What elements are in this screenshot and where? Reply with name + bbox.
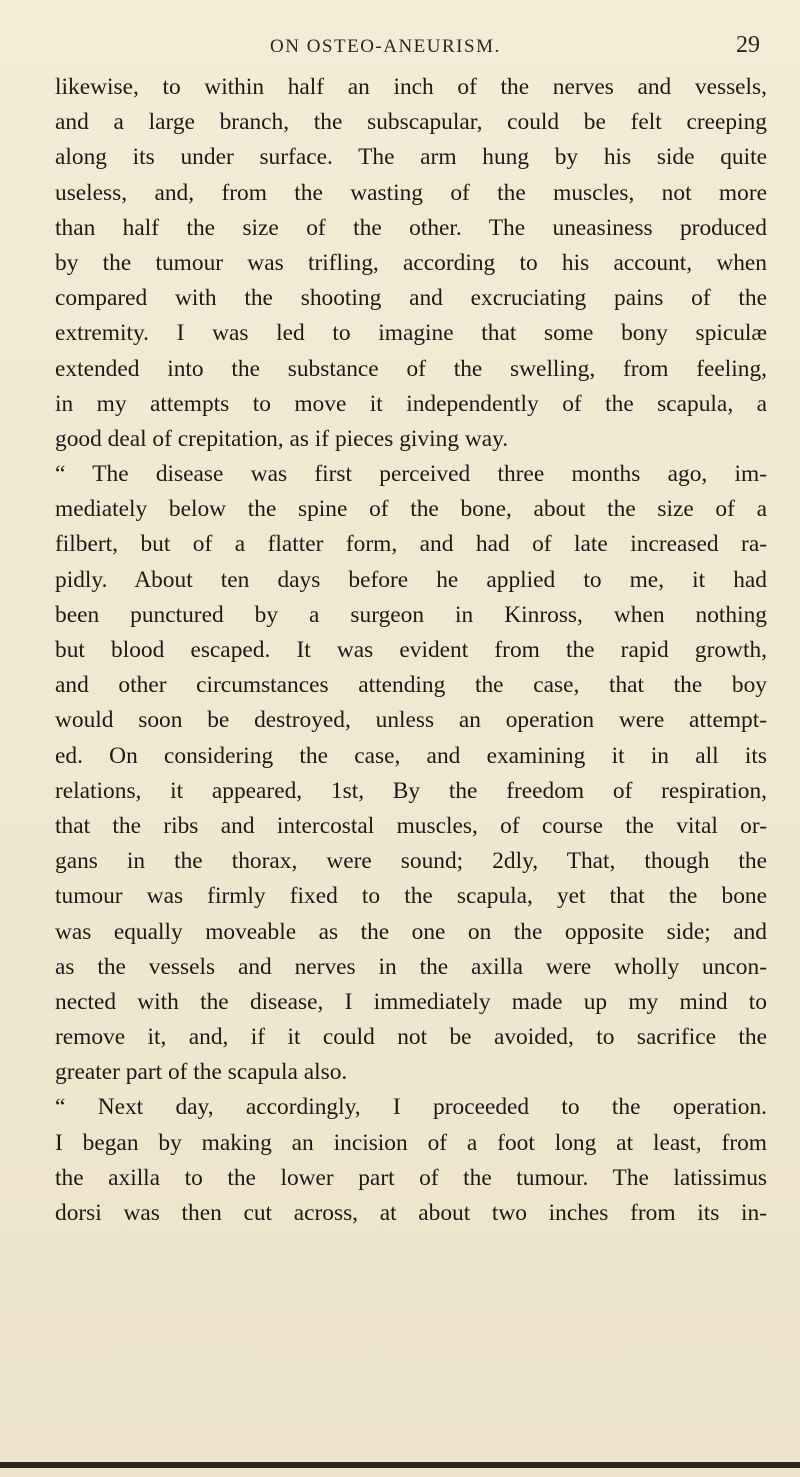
text-line: compared with the shooting and excruciating pains of the — [55, 285, 767, 312]
text-line: than half the size of the other. The uneasiness produced — [55, 214, 767, 241]
text-line: along its under surface. The arm hung by his side quite — [55, 144, 767, 171]
body-text — [55, 70, 767, 1231]
bottom-edge-rule — [0, 1462, 800, 1468]
text-line: “ The disease was first perceived three months ago, im- — [55, 461, 767, 488]
text-line: extremity. I was led to imagine that some bony spiculæ — [55, 320, 767, 347]
text-line: mediately below the spine of the bone, about the size of a — [55, 496, 767, 523]
running-head — [270, 32, 760, 64]
text-line: greater part of the scapula also. — [55, 1059, 348, 1086]
running-head-title: ON OSTEO-ANEURISM. — [270, 36, 501, 57]
text-line: been punctured by a surgeon in Kinross, when nothing — [55, 601, 767, 628]
text-line: and other circumstances attending the case, that the boy — [55, 672, 767, 699]
text-line: I began by making an incision of a foot long at least, from — [55, 1129, 767, 1156]
text-line: good deal of crepitation, as if pieces giving way. — [55, 425, 509, 452]
text-line: was equally moveable as the one on the opposite side; and — [55, 918, 767, 945]
text-line: dorsi was then cut across, at about two inches from its in- — [55, 1200, 767, 1226]
text-line: remove it, and, if it could not be avoided, to sacrifice the — [55, 1024, 767, 1051]
text-line: that the ribs and intercostal muscles, of course the vital or- — [55, 812, 767, 839]
text-line: likewise, to within half an inch of the nerves and vessels, — [55, 74, 767, 100]
text-line: but blood escaped. It was evident from the rapid growth, — [55, 637, 767, 663]
text-line: and a large branch, the subscapular, could be felt creeping — [55, 109, 767, 136]
page-number: 29 — [736, 32, 760, 58]
text-line: filbert, but of a flatter form, and had of late increased ra- — [55, 531, 767, 558]
text-line: the axilla to the lower part of the tumour. The latissimus — [55, 1164, 767, 1191]
text-line: “ Next day, accordingly, I proceeded to the operation. — [55, 1094, 767, 1121]
text-line: as the vessels and nerves in the axilla were wholly uncon- — [55, 953, 767, 980]
text-line: useless, and, from the wasting of the muscles, not more — [55, 179, 767, 206]
text-line: would soon be destroyed, unless an operation were attempt- — [55, 707, 767, 734]
text-line: nected with the disease, I immediately made up my mind to — [55, 988, 767, 1015]
text-line: in my attempts to move it independently of the scapula, a — [55, 390, 767, 417]
text-line: gans in the thorax, were sound; 2dly, That, though the — [55, 848, 767, 875]
text-line: pidly. About ten days before he applied to me, it had — [55, 566, 767, 593]
text-line: extended into the substance of the swelling, from feeling, — [55, 355, 767, 382]
text-line: ed. On considering the case, and examining it in all its — [55, 742, 767, 769]
text-line: tumour was firmly fixed to the scapula, yet that the bone — [55, 883, 767, 910]
text-line: relations, it appeared, 1st, By the freedom of respiration, — [55, 777, 767, 804]
text-line: by the tumour was trifling, according to his account, when — [55, 249, 767, 276]
